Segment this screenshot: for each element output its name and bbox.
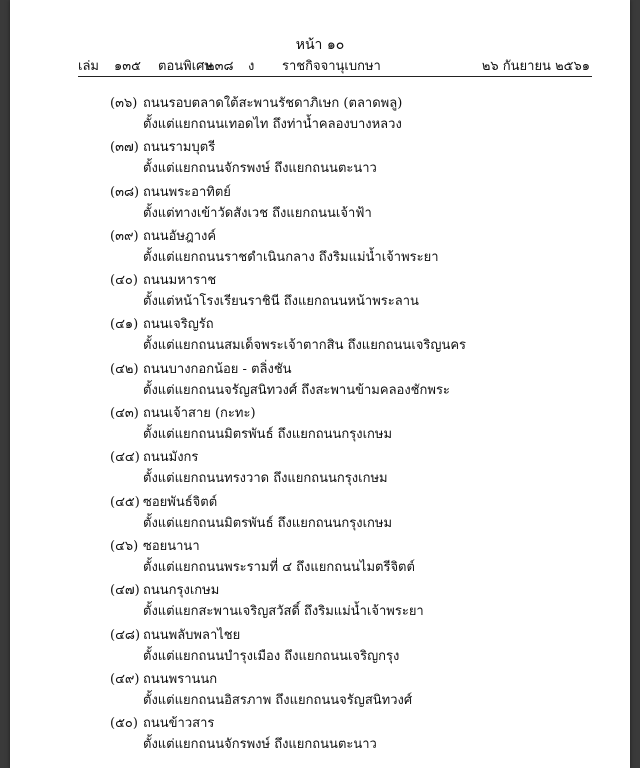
item-number: (๔๓): [110, 406, 139, 422]
road-name: ถนนมังกร: [143, 450, 199, 466]
list-item: [10, 402, 630, 446]
volume-number: ๑๓๕: [114, 59, 141, 74]
item-number: (๔๕): [110, 494, 140, 510]
road-name: ถนนพลับพลาไชย: [143, 627, 241, 643]
item-number: (๔๔): [110, 450, 140, 466]
item-number: (๔๑): [110, 317, 139, 333]
road-name: ถนนกรุงเกษม: [143, 583, 220, 599]
item-number: (๔๙): [110, 671, 140, 687]
road-range: ตั้งแต่แยกถนนเทอดไท ถึงท่าน้ำคลองบางหลวง: [143, 117, 402, 132]
road-list: [10, 92, 630, 756]
item-number: (๓๙): [110, 228, 139, 244]
list-item: [10, 136, 630, 180]
list-item: [10, 92, 630, 136]
issue-label: ตอนพิเศษ: [158, 59, 213, 74]
gazette-header: [10, 55, 630, 75]
road-range: ตั้งแต่แยกถนนทรงวาด ถึงแยกถนนกรุงเกษม: [143, 471, 388, 487]
item-number: (๔๐): [110, 273, 138, 289]
road-range: ตั้งแต่แยกสะพานเจริญสวัสดิ์ ถึงริมแม่น้ำเจ้าพระยา: [143, 604, 424, 620]
document-page: [10, 0, 630, 768]
road-name: ถนนมหาราช: [143, 273, 217, 289]
road-range: ตั้งแต่แยกถนนจรัญสนิทวงศ์ ถึงสะพานข้ามคลองชักพระ: [143, 382, 450, 398]
road-name: ถนนข้าวสาร: [143, 716, 215, 732]
section-letter: ง: [248, 59, 255, 74]
header-divider: [78, 76, 592, 77]
list-item: [10, 535, 630, 579]
road-name: ถนนพระอาทิตย์: [143, 184, 231, 200]
publication-date: ๒๖ กันยายน ๒๕๖๑: [481, 59, 590, 74]
list-item: [10, 225, 630, 269]
road-name: ซอยพันธ์จิตต์: [143, 494, 218, 510]
page-number: หน้า ๑๐: [295, 37, 345, 53]
road-name: ถนนอัษฎางค์: [143, 228, 217, 244]
issue-number: ๒๓๘: [206, 59, 234, 74]
road-name: ถนนรอบตลาดใต้สะพานรัชดาภิเษก (ตลาดพลู): [143, 96, 403, 111]
road-range: ตั้งแต่แยกถนนสมเด็จพระเจ้าตากสิน ถึงแยกถนนเจริญนคร: [143, 338, 467, 354]
road-name: ถนนรามบุตรี: [143, 140, 216, 156]
list-item: [10, 668, 630, 712]
item-number: (๓๗): [110, 140, 139, 156]
list-item: [10, 313, 630, 357]
road-name: ถนนเจ้าสาย (กะทะ): [143, 406, 256, 422]
gazette-title: ราชกิจจานุเบกษา: [282, 59, 381, 74]
item-number: (๕๐): [110, 716, 138, 732]
road-name: ซอยนานา: [143, 538, 200, 554]
road-range: ตั้งแต่แยกถนนจักรพงษ์ ถึงแยกถนนตะนาว: [143, 737, 377, 753]
road-range: ตั้งแต่แยกถนนราชดำเนินกลาง ถึงริมแม่น้ำเจ้าพระยา: [143, 249, 439, 265]
road-range: ตั้งแต่แยกถนนพระรามที่ ๔ ถึงแยกถนนไมตรีจิตต์: [143, 559, 415, 575]
list-item: [10, 358, 630, 402]
list-item: [10, 446, 630, 490]
road-name: ถนนเจริญรัถ: [143, 317, 214, 333]
item-number: (๔๗): [110, 583, 140, 599]
list-item: [10, 269, 630, 313]
list-item: [10, 491, 630, 535]
item-number: (๓๖): [110, 96, 138, 111]
list-item: [10, 181, 630, 225]
list-item: [10, 712, 630, 756]
road-range: ตั้งแต่แยกถนนอิสรภาพ ถึงแยกถนนจรัญสนิทวงศ์: [143, 692, 413, 708]
item-number: (๓๘): [110, 184, 140, 200]
road-name: ถนนพรานนก: [143, 671, 218, 687]
road-range: ตั้งแต่แยกถนนบำรุงเมือง ถึงแยกถนนเจริญกรุง: [143, 648, 400, 664]
item-number: (๔๘): [110, 627, 141, 643]
road-range: ตั้งแต่ทางเข้าวัดสังเวช ถึงแยกถนนเจ้าฟ้า: [143, 205, 372, 221]
list-item: [10, 624, 630, 668]
road-range: ตั้งแต่แยกถนนมิตรพันธ์ ถึงแยกถนนกรุงเกษม: [143, 427, 393, 443]
list-item: [10, 579, 630, 623]
road-name: ถนนบางกอกน้อย - ตลิ่งชัน: [143, 361, 292, 377]
volume-label: เล่ม: [78, 59, 99, 74]
road-range: ตั้งแต่แยกถนนมิตรพันธ์ ถึงแยกถนนกรุงเกษม: [143, 515, 393, 531]
road-range: ตั้งแต่แยกถนนจักรพงษ์ ถึงแยกถนนตะนาว: [143, 161, 377, 177]
item-number: (๔๒): [110, 361, 139, 377]
item-number: (๔๖): [110, 538, 139, 554]
road-range: ตั้งแต่หน้าโรงเรียนราชินี ถึงแยกถนนหน้าพระลาน: [143, 294, 419, 310]
